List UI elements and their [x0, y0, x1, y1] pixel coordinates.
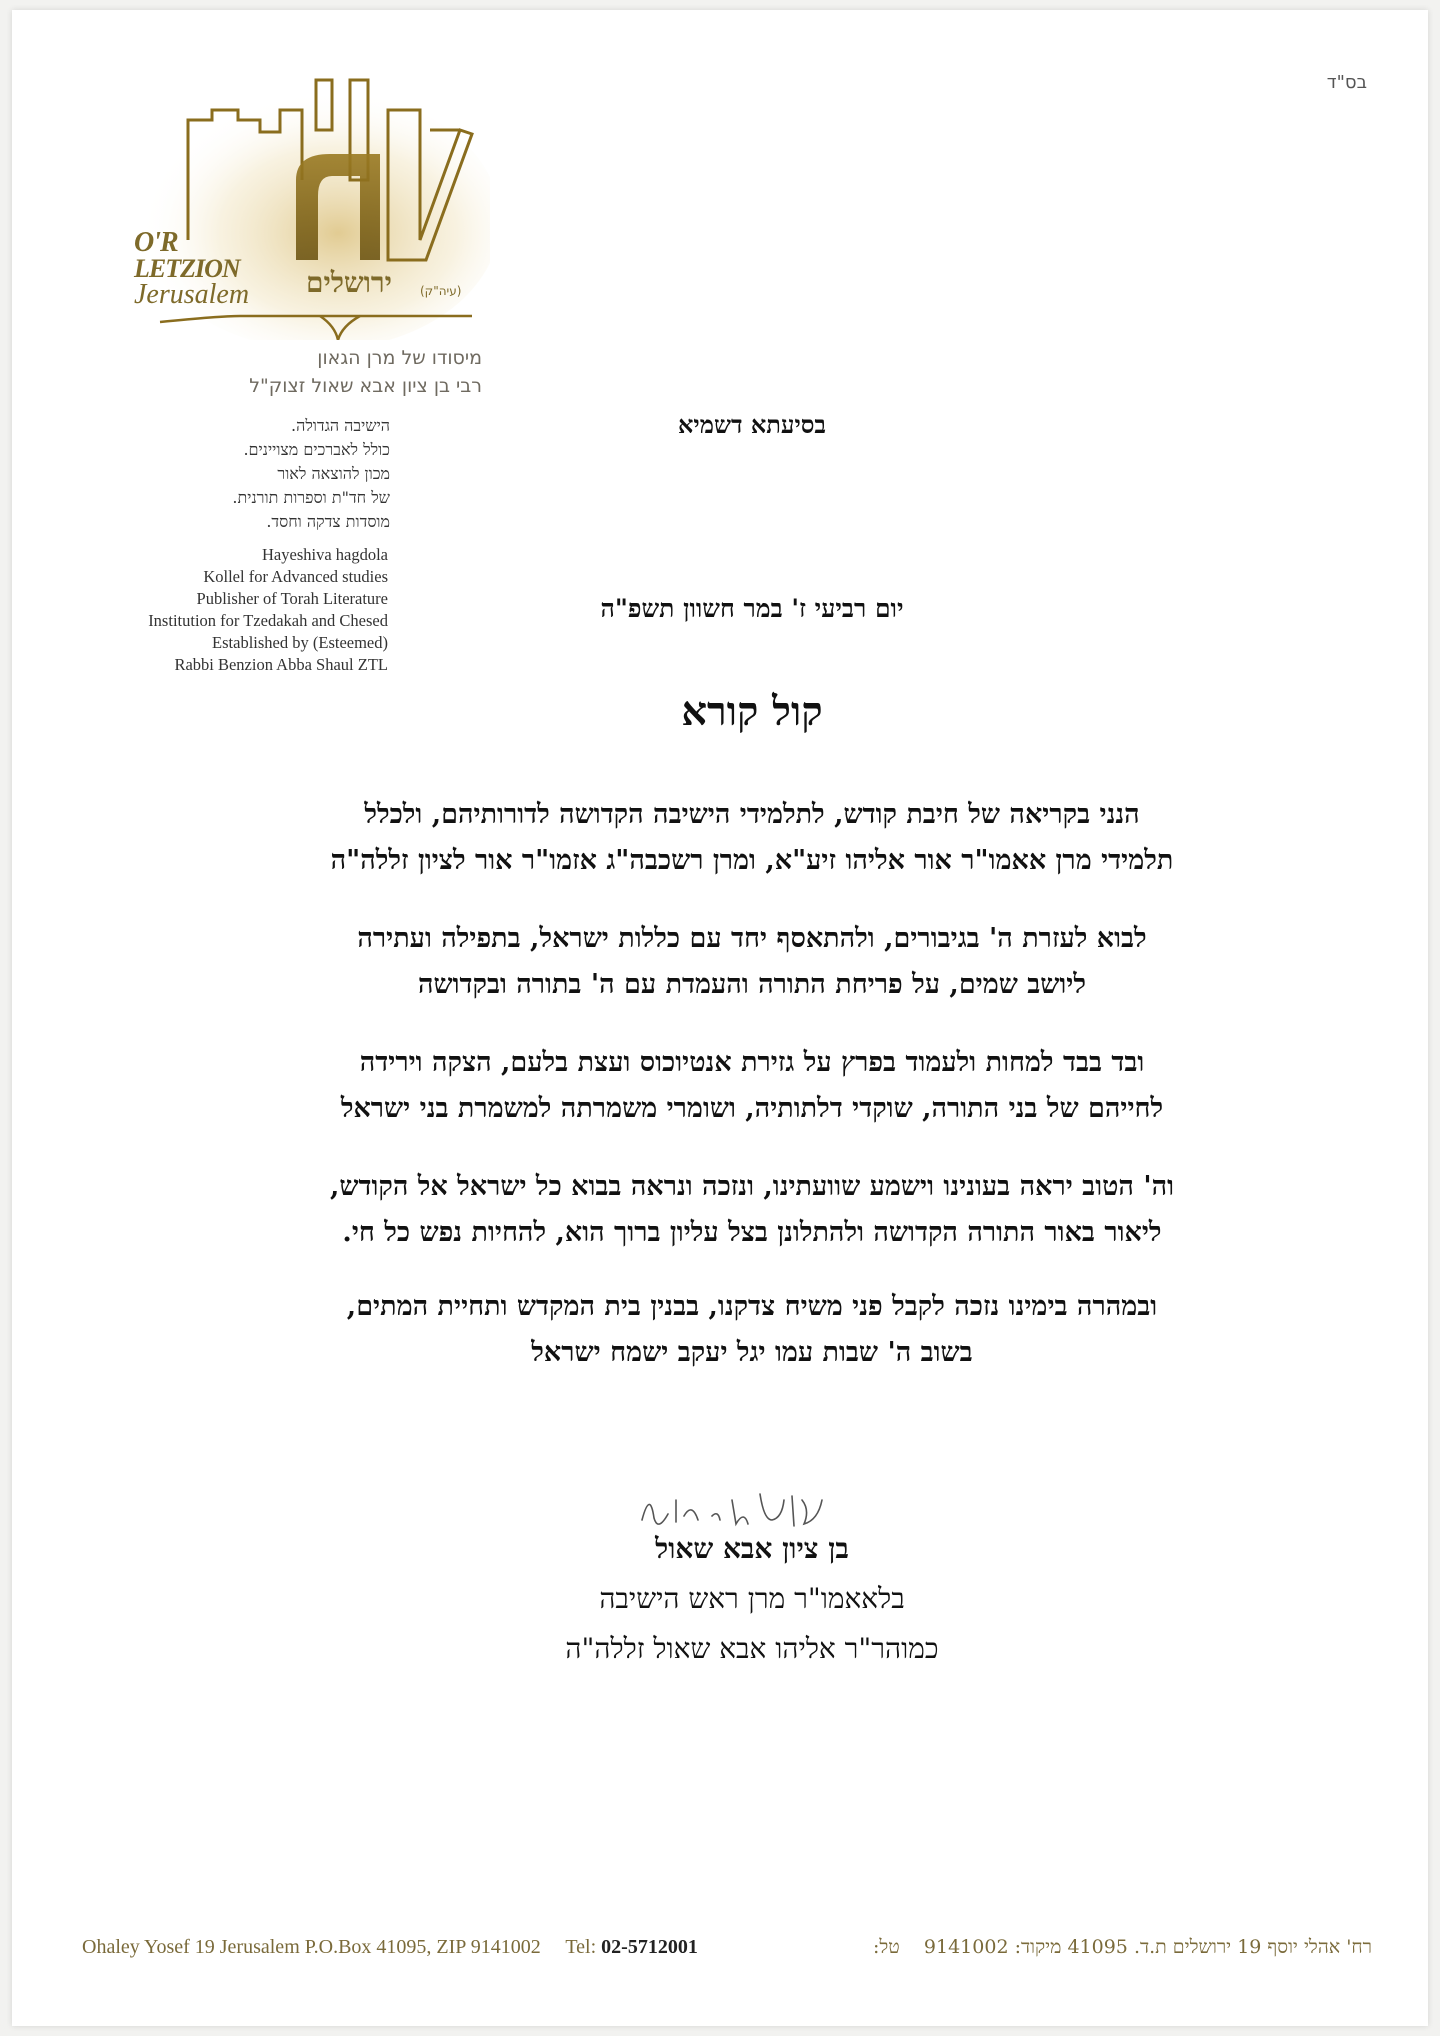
logo-en-jerusalem: Jerusalem — [134, 279, 250, 310]
paragraph-line: בשוב ה' שבות עמו יגל יעקב ישמח ישראל — [531, 1337, 973, 1368]
footer-phone: 02-5712001 — [601, 1936, 698, 1958]
paragraph-4 — [282, 1164, 1222, 1256]
founder-line — [132, 344, 482, 400]
institution-he-item: כולל לאברכים מצויינים. — [243, 440, 390, 459]
paragraph-line: תלמידי מרן אאמו"ר אור אליהו זיע"א, ומרן רשכבה"ג אזמו"ר אור לציון זללה"ה — [330, 845, 1174, 876]
founder-line-1: מיסודו של מרן הגאון — [317, 347, 482, 369]
institution-he-item: הישיבה הגדולה. — [291, 416, 390, 435]
institution-en-item: Hayeshiva hagdola — [262, 545, 388, 564]
logo-en-letzion: LETZION — [134, 254, 240, 283]
paragraph-5 — [282, 1284, 1222, 1376]
paragraph-line: ובמהרה בימינו נזכה לקבל פני משיח צדקנו, בבנין בית המקדש ותחיית המתים, — [346, 1291, 1158, 1322]
institution-he-item: מוסדות צדקה וחסד. — [266, 512, 390, 531]
paragraph-line: לבוא לעזרת ה' בגיבורים, ולהתאסף יחד עם כללות ישראל, בתפילה ועתירה — [357, 923, 1147, 954]
paragraph-line: ליאור באור התורה הקדושה ולהתלונן בצל עליון ברוך הוא, להחיות נפש כל חי. — [342, 1217, 1162, 1248]
signatory-name: בן ציון אבא שאול — [655, 1532, 849, 1565]
or-letzion-logo — [120, 70, 490, 340]
paragraph-line: ובד בבד למחות ולעמוד בפרץ על גזירת אנטיוכוס ועצת בלעם, הצקה וירידה — [359, 1047, 1145, 1078]
logo-en-or: O'R — [134, 227, 178, 258]
letter-date: יום רביעי ז' במר חשוון תשפ"ה — [600, 594, 904, 623]
paragraph-3 — [282, 1040, 1222, 1132]
letter-heading: בסיעתא דשמיא — [678, 410, 826, 439]
footer-he-address: רח' אהלי יוסף 19 ירושלים ת.ד. 41095 מיקוד: 9141002 — [923, 1936, 1372, 1958]
paragraph-line: הנני בקריאה של חיבת קודש, לתלמידי הישיבה הקדושה לדורותיהם, ולכלל — [364, 799, 1140, 830]
paragraph-2 — [282, 916, 1222, 1008]
footer-en-address: Ohaley Yosef 19 Jerusalem P.O.Box 41095, ZIP 9141002 — [82, 1936, 541, 1958]
institution-he-item: מכון להוצאה לאור — [277, 464, 390, 483]
institution-en-item: Kollel for Advanced studies — [203, 567, 388, 586]
institution-en-item: Established by (Esteemed) — [212, 633, 388, 652]
founder-line-2: רבי בן ציון אבא שאול זצוק"ל — [249, 375, 482, 397]
footer-english — [82, 1936, 698, 1959]
letter-page — [12, 10, 1428, 2026]
paragraph-1 — [282, 792, 1222, 884]
paragraph-line: וה' הטוב יראה בעונינו וישמע שוועתינו, ונזכה ונראה בבוא כל ישראל אל הקודש, — [329, 1171, 1175, 1202]
institution-en-item: Publisher of Torah Literature — [196, 589, 388, 608]
signatory-title-1: בלאאמו"ר מרן ראש הישיבה — [599, 1582, 905, 1615]
paragraph-line: לחייהם של בני התורה, שוקדי דלתותיה, ושומרי משמרתה למשמרת בני ישראל — [340, 1093, 1164, 1124]
footer-hebrew — [873, 1936, 1372, 1959]
institution-en-item: Rabbi Benzion Abba Shaul ZTL — [174, 655, 388, 674]
bsd-mark: בס"ד — [1326, 72, 1367, 93]
footer-en-tel-label: Tel: — [565, 1936, 597, 1958]
footer-he-tel-label: טל: — [872, 1936, 900, 1958]
institution-he-item: של חד"ת וספרות תורנית. — [232, 488, 390, 507]
logo-hebrew-city: ירושלים — [306, 266, 392, 299]
logo-english-text — [134, 227, 250, 310]
paragraph-line: ליושב שמים, על פריחת התורה והעמדת עם ה' בתורה ובקדושה — [417, 969, 1087, 1000]
letter-title: קול קורא — [681, 688, 823, 735]
signature-block — [382, 1524, 1122, 1674]
logo-ir-mark: (עיה"ק) — [420, 284, 462, 298]
signatory-title-2: כמוהר"ר אליהו אבא שאול זללה"ה — [565, 1632, 939, 1665]
institution-en-item: Institution for Tzedakah and Chesed — [148, 611, 388, 630]
letterhead-footer — [82, 1936, 1372, 1970]
